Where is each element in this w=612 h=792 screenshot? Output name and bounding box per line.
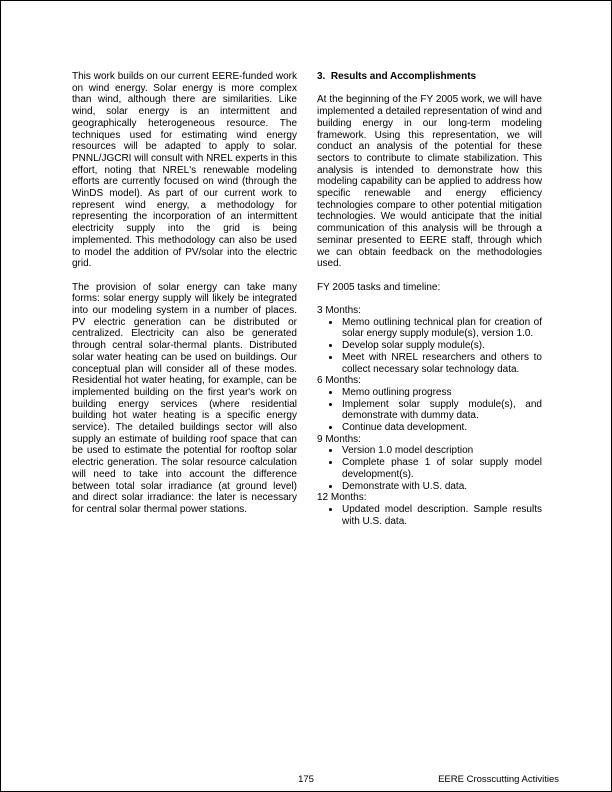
paragraph-solar-forms: The provision of solar energy can take many forms: solar energy supply will likely be integrated into our modeling system in a number of places. PV electric generation can be distributed or centralized. Electricity can also be generated through central solar-thermal plants. Distributed solar water heating can be used on buildings. Our conceptual plan will consider all of these modes. Residential hot water heating, for example, can be implemented building on the first year's work on building energy services (where residential building hot water heating is a specific energy service). The detailed buildings sector will also supply an estimate of building roof space that can be used to estimate the potential for rooftop solar electric generation. The solar resource calculation will need to take into account the difference between total solar irradiance (at ground level) and direct solar irradiance: the later is necessary for central solar thermal power stations. (72, 281, 297, 515)
right-column (317, 71, 542, 527)
page-footer (1, 774, 611, 786)
paragraph-wind-energy: This work builds on our current EERE-funded work on wind energy. Solar energy is more complex than wind, although there are similarities. Like wind, solar energy is an intermittent and geographically heterogeneous resource. The techniques used for estimating wind energy resources will be adapted to apply to solar. PNNL/JGCRI will consult with NREL experts in this effort, noting that NREL's renewable modeling efforts are currently focused on wind (through the WinDS model). As part of our current work to represent wind energy, a methodology for representing the incorporation of an intermittent electricity supply into the grid is being implemented. This methodology can also be used to model the addition of PV/solar into the electric grid. (72, 71, 297, 270)
bullet-item: • Memo outlining technical plan for creation of solar energy supply module(s), version 1.0. (341, 317, 542, 340)
milestone-3-months (317, 305, 542, 375)
milestone-bullet-list (317, 445, 542, 492)
milestone-label: 9 Months: (317, 433, 361, 445)
bullet-item: • Updated model description. Sample results with U.S. data. (341, 504, 542, 527)
bullet-item: • Meet with NREL researchers and others to collect necessary solar technology data. (341, 352, 542, 375)
paragraph-fy2005-intro: At the beginning of the FY 2005 work, we will have implemented a detailed representation of wind and building energy in our long-term modeling framework. Using this representation, we will conduct an analysis of the potential for these sectors to contribute to climate stabilization. This analysis is intended to demonstrate how this modeling capability can be applied to address how specific renewable and energy efficiency technologies compare to other potential mitigation technologies. We would anticipate that the initial communication of this analysis will be through a seminar presented to EERE staff, through which we can obtain feedback on the methodologies used. (317, 94, 542, 270)
page-number: 175 (298, 774, 314, 785)
milestone-bullet-list (317, 504, 542, 527)
page-body (72, 71, 542, 527)
bullet-item: • Develop solar supply module(s). (341, 340, 542, 352)
bullet-item: • Version 1.0 model description (341, 445, 542, 457)
milestone-label: 6 Months: (317, 375, 361, 387)
section-heading-results: 3. Results and Accomplishments (317, 71, 477, 82)
bullet-item: • Memo outlining progress (341, 387, 542, 399)
left-column (72, 71, 297, 527)
milestone-9-months (317, 434, 542, 493)
milestone-6-months (317, 375, 542, 434)
timeline-intro: FY 2005 tasks and timeline: (317, 281, 441, 293)
footer-label: EERE Crosscutting Activities (438, 774, 559, 785)
milestone-label: 3 Months: (317, 305, 361, 317)
bullet-item: • Implement solar supply module(s), and demonstrate with dummy data. (341, 399, 542, 422)
bullet-item: • Continue data development. (341, 422, 542, 434)
milestone-label: 12 Months: (317, 492, 367, 504)
milestone-bullet-list (317, 387, 542, 434)
milestone-bullet-list (317, 317, 542, 376)
milestone-12-months (317, 492, 542, 527)
bullet-item: • Complete phase 1 of solar supply model development(s). (341, 457, 542, 480)
bullet-item: • Demonstrate with U.S. data. (341, 481, 542, 493)
